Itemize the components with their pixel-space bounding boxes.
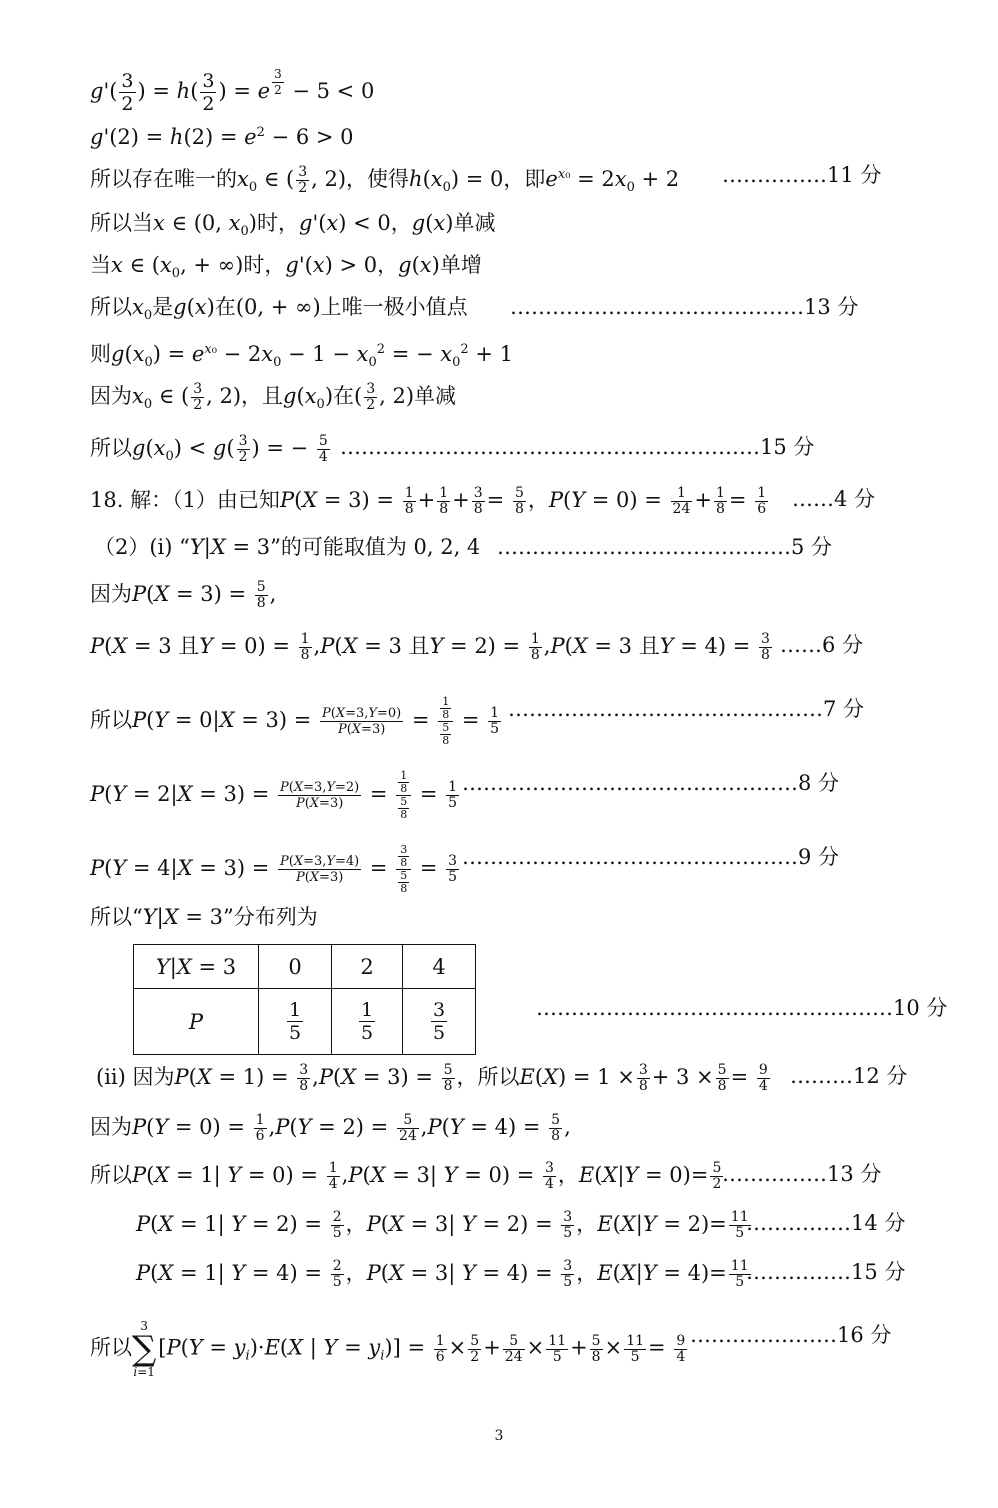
line-11-score: ……………………………………5 分 [497, 535, 833, 559]
line-10: 18. 解：（1）由已知P(X = 3) = $\frac{1}{8}$ + $\frac{1}{8}$ + $\frac{3}{8}$ = $\frac{5}{8}$ ，P(Y = 0) = $\frac{1}{24}$ + $\frac{1}{8}$ = $\frac{1}{6}$ [90, 485, 767, 517]
line-23-score: …………………16 分 [690, 1323, 892, 1347]
line-21: P(X = 1| Y = 2) = $\frac{2}{5}$ ，P(X = 3| Y = 2) = $\frac{3}{5}$ ，E(X|Y = 2)= $\frac{11}{5}$ [136, 1209, 749, 1241]
line-8: 因为$x_0$ ∈ ( $\frac{3}{2}$ , 2)，且$g(x_0)$在( $\frac{3}{2}$ , 2)单减 [90, 381, 457, 413]
table-value-2: $\frac{1}{5}$ [332, 989, 403, 1055]
line-6-score: ……………………………………13 分 [510, 295, 859, 319]
table-score: ……………………………………………10 分 [536, 996, 948, 1020]
line-9: 所以$g(x_0) < g$( $\frac{3}{2}$ ) = − $\frac{5}{4}$ [90, 433, 328, 465]
line-15: P(Y = 2|X = 3) = $\frac{P(X=3,Y=2)}{P(X=3)}$ = $\frac{\frac{1}{8}}{\frac{5}{8}}$ = $\frac{1}{5}$ [90, 769, 458, 821]
line-15-score: …………………………………………8 分 [462, 771, 840, 795]
sum-symbol: 3 ∑ i=1 [132, 1319, 157, 1379]
table-header-0: 0 [259, 945, 332, 989]
line-13: P(X = 3 且Y = 0) = $\frac{1}{8}$ ,P(X = 3 且Y = 2) = $\frac{1}{8}$ ,P(X = 3 且Y = 4) = $\frac{3}{8}$ [90, 631, 770, 663]
line-23: 所以3 ∑ $i=1[P(Y = y_i)\cdot E(X$ | $Y = y_i$)] = $\frac{1}{6}$ × $\frac{5}{2}$ + $\frac{5}{24}$ × $\frac{11}{5}$ + $\frac{5}{8}$ × $\frac{11}{5}$ = $\frac{9}{4}$ [90, 1319, 686, 1379]
line-7: 则$g(x_0) = e^{x_0} - 2x_0 - 1 - x_0^2$ = − $x_0^2 + 1$ [90, 342, 513, 371]
line-14-score: ………………………………………7 分 [508, 697, 865, 721]
line-18-score: ………12 分 [790, 1064, 908, 1088]
line-18: (ii) 因为P(X = 1) = $\frac{3}{8}$ ,P(X = 3) = $\frac{5}{8}$ ，所以E(X) = 1 × $\frac{3}{8}$ + 3 × $\frac{5}{8}$ = $\frac{9}{4}$ [96, 1062, 768, 1094]
line-16: P(Y = 4|X = 3) = $\frac{P(X=3,Y=4)}{P(X=3)}$ = $\frac{\frac{3}{8}}{\frac{5}{8}}$ = $\frac{3}{5}$ [90, 843, 458, 895]
table-value-0: $\frac{1}{5}$ [259, 989, 332, 1055]
table-value-4: $\frac{3}{5}$ [403, 989, 476, 1055]
line-17: 所以“Y|X = 3”分布列为 [90, 905, 318, 929]
table-header-2: 2 [332, 945, 403, 989]
line-16-score: …………………………………………9 分 [462, 845, 840, 869]
page-number: 3 [494, 1428, 504, 1444]
line-22: P(X = 1| Y = 4) = $\frac{2}{5}$ ，P(X = 3| Y = 4) = $\frac{3}{5}$ ，E(X|Y = 4)= $\frac{11}{5}$ [136, 1258, 749, 1290]
table-header-4: 4 [403, 945, 476, 989]
line-3-score: ……………11 分 [722, 163, 882, 187]
line-9-score: ……………………………………………………15 分 [340, 435, 815, 459]
line-3: 所以存在唯一的$x_0$ ∈ ( $\frac{3}{2}$ , 2)，使得$h(x_0) = 0$，即$e^{x_0} = 2x_0 + 2$ [90, 164, 680, 196]
line-19: 因为P(Y = 0) = $\frac{1}{6}$ ,P(Y = 2) = $\frac{5}{24}$ ,P(Y = 4) = $\frac{5}{8}$ , [90, 1112, 571, 1144]
distribution-table [133, 944, 476, 1055]
line-22-score: ……………15 分 [746, 1260, 906, 1284]
line-2: $g'(2) = h(2) = e^2 - 6 > 0$ [90, 125, 354, 149]
line-5: 当x ∈ ($x_0$, + ∞)时，g'(x) > 0，g(x)单增 [90, 253, 482, 282]
line-12: 因为P(X = 3) = $\frac{5}{8}$ , [90, 579, 277, 611]
line-21-score: ……………14 分 [746, 1211, 906, 1235]
table-header-label: Y|X = 3 [134, 945, 259, 989]
table-row-label: P [134, 989, 259, 1055]
line-13-score: ……6 分 [780, 633, 864, 657]
line-11: （2）(i) “Y|X = 3”的可能取值为 0, 2, 4 [94, 535, 481, 559]
line-4: 所以当x ∈ (0, $x_0$)时，g'(x) < 0，g(x)单减 [90, 211, 496, 240]
line-10-score: ……4 分 [792, 487, 876, 511]
line-20-score: ……………13 分 [722, 1162, 882, 1186]
line-6: 所以$x_0$是g(x)在(0, + ∞)上唯一极小值点 [90, 295, 468, 324]
line-1: g'( $\frac{3}{2}$ ) = h( $\frac{3}{2}$ ) = e $^{\frac{3}{2}}$ − 5 < 0 [90, 67, 375, 115]
line-14: 所以P(Y = 0|X = 3) = $\frac{P(X=3,Y=0)}{P(X=3)}$ = $\frac{\frac{1}{8}}{\frac{5}{8}}$ = $\frac{1}{5}$ [90, 695, 500, 747]
line-20: 所以P(X = 1| Y = 0) = $\frac{1}{4}$ ,P(X = 3| Y = 0) = $\frac{3}{4}$ ，E(X|Y = 0)= $\frac{5}{2}$ [90, 1160, 722, 1192]
